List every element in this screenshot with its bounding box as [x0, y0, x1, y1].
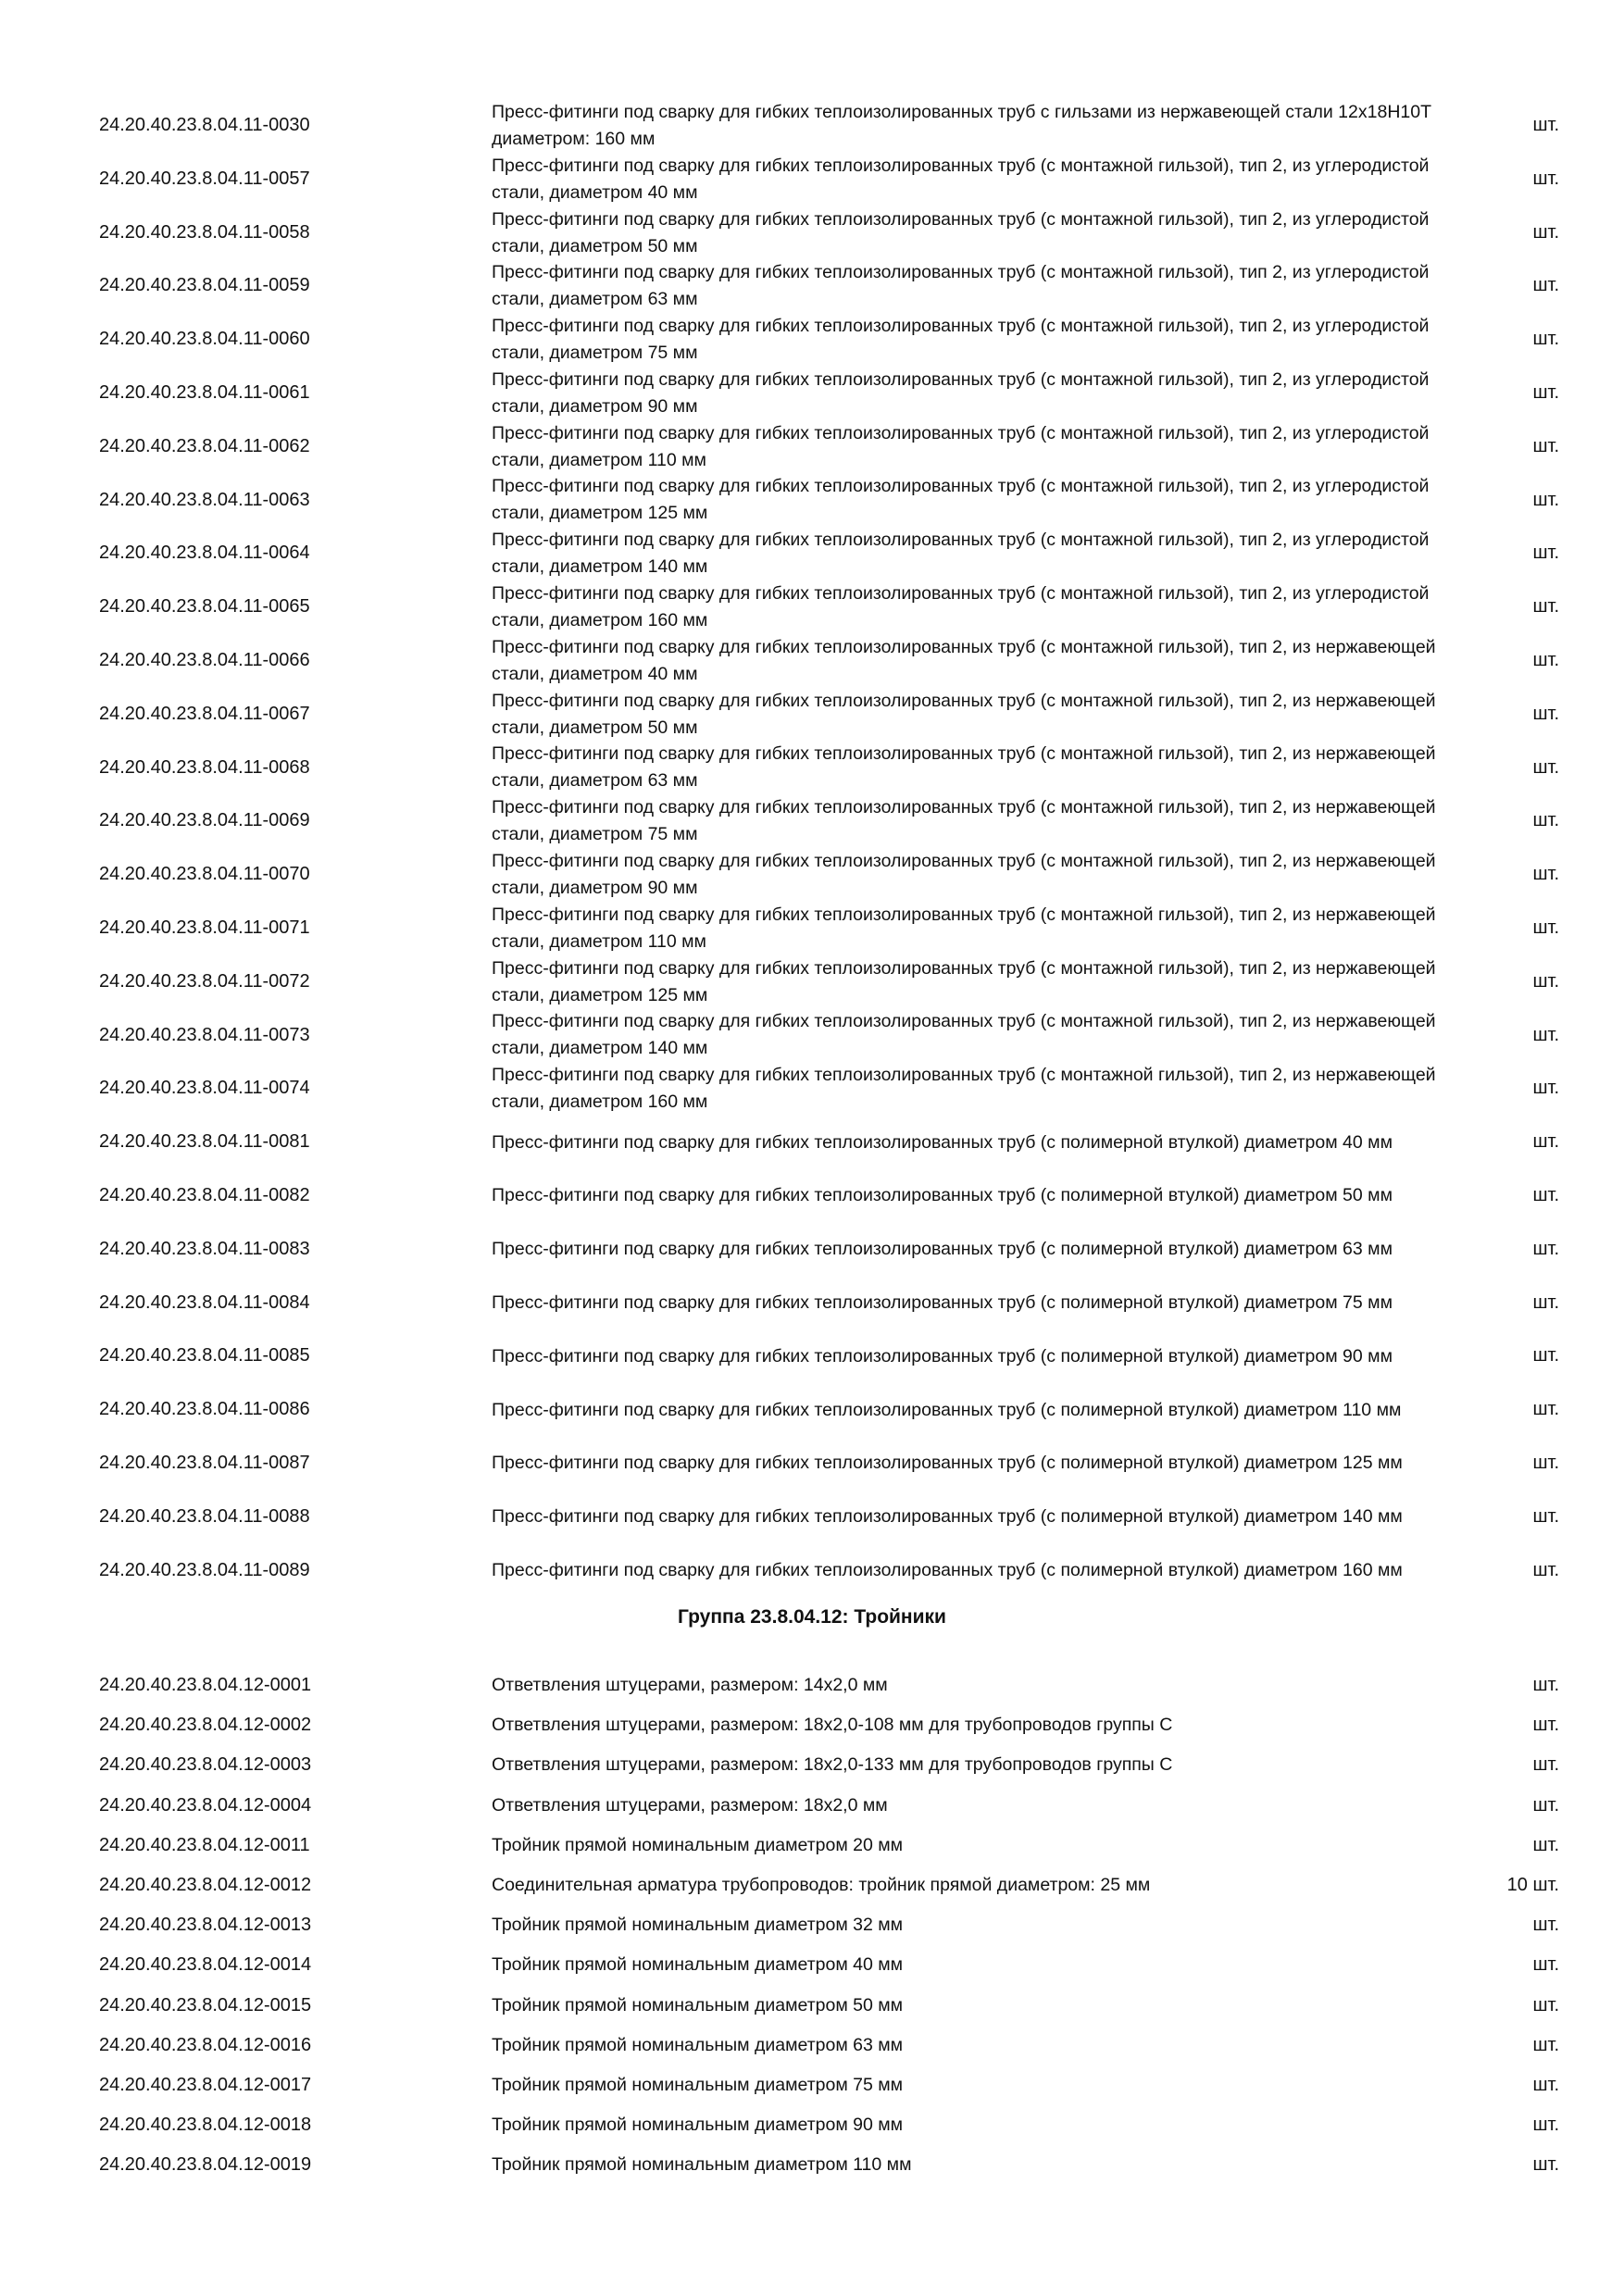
table-row	[0, 1009, 1624, 1063]
item-unit: шт.	[1532, 381, 1559, 403]
item-description: Пресс-фитинги под сварку для гибких теплоизолированных труб (с полимерной втулкой) диаметром 50 мм	[492, 1185, 1393, 1206]
item-code: 24.20.40.23.8.04.11-0074	[99, 1078, 310, 1099]
table-row	[0, 99, 1624, 153]
item-description: Пресс-фитинги под сварку для гибких теплоизолированных труб (с полимерной втулкой) диаметром 90 мм	[492, 1345, 1393, 1366]
item-unit: шт.	[1532, 489, 1559, 510]
table-row	[0, 1666, 1624, 1705]
item-code: 24.20.40.23.8.04.11-0065	[99, 596, 310, 618]
table-row	[0, 2145, 1624, 2185]
item-description: Пресс-фитинги под сварку для гибких теплоизолированных труб (с полимерной втулкой) диаметром 63 мм	[492, 1239, 1393, 1260]
item-code: 24.20.40.23.8.04.11-0071	[99, 917, 310, 938]
table-row	[0, 1491, 1624, 1544]
item-unit: шт.	[1532, 1715, 1559, 1736]
table-row	[0, 259, 1624, 313]
item-description: Пресс-фитинги под сварку для гибких теплоизолированных труб (с монтажной гильзой), тип 2, из углеродистой стали, диаметром 110 мм	[492, 422, 1430, 470]
item-description: Тройник прямой номинальным диаметром 50 мм	[492, 1994, 904, 2015]
item-unit: шт.	[1532, 864, 1559, 885]
item-unit: шт.	[1532, 2115, 1559, 2136]
item-unit: шт.	[1532, 2154, 1559, 2176]
item-description: Пресс-фитинги под сварку для гибких теплоизолированных труб (с монтажной гильзой), тип 2, из нержавеющей стали, диаметром 140 мм	[492, 1011, 1436, 1059]
table-row	[0, 1786, 1624, 1826]
item-unit: шт.	[1532, 168, 1559, 189]
item-description: Пресс-фитинги под сварку для гибких теплоизолированных труб (с монтажной гильзой), тип 2, из нержавеющей стали, диаметром 50 мм	[492, 690, 1436, 738]
item-code: 24.20.40.23.8.04.11-0088	[99, 1505, 310, 1527]
item-code: 24.20.40.23.8.04.11-0083	[99, 1238, 310, 1259]
item-description: Тройник прямой номинальным диаметром 32 мм	[492, 1915, 904, 1936]
item-unit: шт.	[1532, 2034, 1559, 2055]
item-description: Пресс-фитинги под сварку для гибких теплоизолированных труб (с монтажной гильзой), тип 2, из нержавеющей стали, диаметром 90 мм	[492, 851, 1436, 899]
item-unit: шт.	[1532, 649, 1559, 670]
item-unit: шт.	[1532, 917, 1559, 938]
item-unit: шт.	[1532, 1131, 1559, 1153]
item-description: Пресс-фитинги под сварку для гибких теплоизолированных труб (с монтажной гильзой), тип 2, из углеродистой стали, диаметром 50 мм	[492, 208, 1430, 256]
item-code: 24.20.40.23.8.04.11-0069	[99, 810, 310, 831]
item-code: 24.20.40.23.8.04.11-0064	[99, 543, 310, 564]
item-code: 24.20.40.23.8.04.12-0019	[99, 2154, 312, 2176]
fittings-table	[0, 99, 1624, 1597]
item-description: Пресс-фитинги под сварку для гибких теплоизолированных труб (с монтажной гильзой), тип 2, из нержавеющей стали, диаметром 110 мм	[492, 904, 1436, 952]
item-unit: шт.	[1532, 1834, 1559, 1855]
item-description: Пресс-фитинги под сварку для гибких теплоизолированных труб (с полимерной втулкой) диаметром 40 мм	[492, 1131, 1393, 1153]
item-unit: шт.	[1532, 810, 1559, 831]
item-description: Тройник прямой номинальным диаметром 110 мм	[492, 2154, 912, 2176]
item-code: 24.20.40.23.8.04.12-0003	[99, 1754, 312, 1776]
item-unit: шт.	[1532, 1399, 1559, 1420]
table-row	[0, 634, 1624, 688]
table-row	[0, 527, 1624, 580]
table-row	[0, 1986, 1624, 2026]
item-code: 24.20.40.23.8.04.11-0058	[99, 221, 310, 243]
table-row	[0, 1116, 1624, 1169]
item-description: Пресс-фитинги под сварку для гибких теплоизолированных труб с гильзами из нержавеющей стали 12х18Н10Т диаметром: 160 мм	[492, 101, 1431, 149]
item-code: 24.20.40.23.8.04.11-0061	[99, 381, 310, 403]
item-code: 24.20.40.23.8.04.11-0059	[99, 275, 310, 296]
table-row	[0, 1437, 1624, 1491]
table-row	[0, 1329, 1624, 1383]
item-description: Пресс-фитинги под сварку для гибких теплоизолированных труб (с монтажной гильзой), тип 2, из нержавеющей стали, диаметром 63 мм	[492, 743, 1436, 792]
table-row	[0, 2065, 1624, 2105]
item-description: Тройник прямой номинальным диаметром 90 мм	[492, 2115, 904, 2136]
item-description: Пресс-фитинги под сварку для гибких теплоизолированных труб (с монтажной гильзой), тип 2, из углеродистой стали, диаметром 125 мм	[492, 476, 1430, 524]
group-heading: Группа 23.8.04.12: Тройники	[678, 1606, 946, 1628]
item-unit: шт.	[1532, 221, 1559, 243]
item-code: 24.20.40.23.8.04.12-0013	[99, 1915, 312, 1936]
table-row	[0, 1383, 1624, 1437]
table-row	[0, 2105, 1624, 2145]
table-row	[0, 206, 1624, 260]
table-row	[0, 1223, 1624, 1277]
item-unit: шт.	[1532, 1675, 1559, 1695]
item-code: 24.20.40.23.8.04.11-0057	[99, 168, 310, 189]
item-unit: шт.	[1532, 543, 1559, 564]
item-description: Пресс-фитинги под сварку для гибких теплоизолированных труб (с монтажной гильзой), тип 2, из углеродистой стали, диаметром 160 мм	[492, 583, 1430, 631]
table-row	[0, 367, 1624, 420]
item-code: 24.20.40.23.8.04.11-0068	[99, 756, 310, 778]
item-description: Пресс-фитинги под сварку для гибких теплоизолированных труб (с монтажной гильзой), тип 2, из углеродистой стали, диаметром 90 мм	[492, 368, 1430, 417]
item-code: 24.20.40.23.8.04.11-0067	[99, 703, 310, 724]
table-row	[0, 580, 1624, 634]
item-code: 24.20.40.23.8.04.12-0014	[99, 1954, 312, 1976]
item-code: 24.20.40.23.8.04.11-0081	[99, 1131, 310, 1153]
table-row	[0, 420, 1624, 474]
item-description: Пресс-фитинги под сварку для гибких теплоизолированных труб (с монтажной гильзой), тип 2, из углеродистой стали, диаметром 63 мм	[492, 262, 1430, 310]
item-unit: шт.	[1532, 703, 1559, 724]
item-description: Тройник прямой номинальным диаметром 40 мм	[492, 1954, 904, 1976]
table-row	[0, 313, 1624, 367]
item-code: 24.20.40.23.8.04.11-0089	[99, 1559, 310, 1580]
item-description: Ответвления штуцерами, размером: 18х2,0 мм	[492, 1794, 888, 1816]
item-unit: 10 шт.	[1506, 1874, 1559, 1895]
table-row	[0, 1169, 1624, 1223]
item-description: Пресс-фитинги под сварку для гибких теплоизолированных труб (с монтажной гильзой), тип 2, из нержавеющей стали, диаметром 125 мм	[492, 957, 1436, 1005]
item-description: Ответвления штуцерами, размером: 18х2,0-133 мм для трубопроводов группы С	[492, 1754, 1173, 1776]
item-unit: шт.	[1532, 1954, 1559, 1976]
item-description: Пресс-фитинги под сварку для гибких теплоизолированных труб (с полимерной втулкой) диаметром 125 мм	[492, 1453, 1403, 1474]
item-code: 24.20.40.23.8.04.11-0086	[99, 1399, 310, 1420]
item-unit: шт.	[1532, 1184, 1559, 1205]
item-code: 24.20.40.23.8.04.11-0084	[99, 1292, 310, 1313]
item-description: Пресс-фитинги под сварку для гибких теплоизолированных труб (с монтажной гильзой), тип 2, из нержавеющей стали, диаметром 160 мм	[492, 1065, 1436, 1113]
item-description: Пресс-фитинги под сварку для гибких теплоизолированных труб (с монтажной гильзой), тип 2, из углеродистой стали, диаметром 40 мм	[492, 155, 1430, 203]
item-code: 24.20.40.23.8.04.11-0066	[99, 649, 310, 670]
item-code: 24.20.40.23.8.04.11-0082	[99, 1184, 310, 1205]
table-row	[0, 1745, 1624, 1785]
item-unit: шт.	[1532, 435, 1559, 456]
item-description: Ответвления штуцерами, размером: 14х2,0 мм	[492, 1675, 888, 1696]
item-unit: шт.	[1532, 1292, 1559, 1313]
table-row	[0, 1544, 1624, 1598]
table-row	[0, 1705, 1624, 1745]
item-unit: шт.	[1532, 1452, 1559, 1473]
item-code: 24.20.40.23.8.04.12-0004	[99, 1794, 312, 1816]
item-code: 24.20.40.23.8.04.11-0070	[99, 864, 310, 885]
item-description: Пресс-фитинги под сварку для гибких теплоизолированных труб (с монтажной гильзой), тип 2, из нержавеющей стали, диаметром 40 мм	[492, 636, 1436, 684]
table-row	[0, 848, 1624, 902]
table-row	[0, 1826, 1624, 1866]
item-unit: шт.	[1532, 1754, 1559, 1776]
table-row	[0, 688, 1624, 742]
item-description: Пресс-фитинги под сварку для гибких теплоизолированных труб (с полимерной втулкой) диаметром 160 мм	[492, 1559, 1403, 1580]
item-code: 24.20.40.23.8.04.11-0073	[99, 1024, 310, 1045]
item-unit: шт.	[1532, 1559, 1559, 1580]
item-unit: шт.	[1532, 1238, 1559, 1259]
item-unit: шт.	[1532, 1915, 1559, 1936]
item-description: Пресс-фитинги под сварку для гибких теплоизолированных труб (с полимерной втулкой) диаметром 140 мм	[492, 1506, 1403, 1528]
item-code: 24.20.40.23.8.04.12-0017	[99, 2074, 312, 2095]
item-unit: шт.	[1532, 275, 1559, 296]
item-description: Пресс-фитинги под сварку для гибких теплоизолированных труб (с полимерной втулкой) диаметром 75 мм	[492, 1292, 1393, 1313]
item-unit: шт.	[1532, 2074, 1559, 2095]
item-description: Ответвления штуцерами, размером: 18х2,0-108 мм для трубопроводов группы С	[492, 1715, 1173, 1736]
item-description: Соединительная арматура трубопроводов: тройник прямой диаметром: 25 мм	[492, 1875, 1151, 1896]
item-unit: шт.	[1532, 1505, 1559, 1527]
item-unit: шт.	[1532, 596, 1559, 618]
item-unit: шт.	[1532, 115, 1559, 135]
item-unit: шт.	[1532, 1794, 1559, 1816]
table-row	[0, 1062, 1624, 1116]
item-unit: шт.	[1532, 329, 1559, 350]
item-unit: шт.	[1532, 1024, 1559, 1045]
item-description: Пресс-фитинги под сварку для гибких теплоизолированных труб (с монтажной гильзой), тип 2, из нержавеющей стали, диаметром 75 мм	[492, 797, 1436, 845]
item-unit: шт.	[1532, 970, 1559, 992]
item-description: Пресс-фитинги под сварку для гибких теплоизолированных труб (с монтажной гильзой), тип 2, из углеродистой стали, диаметром 140 мм	[492, 530, 1430, 578]
table-row	[0, 1905, 1624, 1945]
table-row	[0, 794, 1624, 848]
item-code: 24.20.40.23.8.04.12-0012	[99, 1874, 312, 1895]
item-unit: шт.	[1532, 1345, 1559, 1366]
table-row	[0, 2026, 1624, 2065]
item-code: 24.20.40.23.8.04.12-0011	[99, 1834, 310, 1855]
table-row	[0, 474, 1624, 528]
item-code: 24.20.40.23.8.04.12-0016	[99, 2034, 312, 2055]
item-description: Пресс-фитинги под сварку для гибких теплоизолированных труб (с полимерной втулкой) диаметром 110 мм	[492, 1399, 1402, 1420]
item-code: 24.20.40.23.8.04.12-0001	[99, 1675, 312, 1695]
item-unit: шт.	[1532, 1994, 1559, 2015]
item-unit: шт.	[1532, 1078, 1559, 1099]
item-description: Тройник прямой номинальным диаметром 20 мм	[492, 1834, 904, 1855]
table-row	[0, 153, 1624, 206]
table-row	[0, 1945, 1624, 1985]
table-row	[0, 955, 1624, 1009]
item-code: 24.20.40.23.8.04.11-0063	[99, 489, 310, 510]
item-code: 24.20.40.23.8.04.11-0087	[99, 1452, 310, 1473]
item-description: Тройник прямой номинальным диаметром 75 мм	[492, 2074, 904, 2095]
table-row	[0, 742, 1624, 795]
table-row	[0, 1277, 1624, 1330]
item-description: Пресс-фитинги под сварку для гибких теплоизолированных труб (с монтажной гильзой), тип 2, из углеродистой стали, диаметром 75 мм	[492, 316, 1430, 364]
item-code: 24.20.40.23.8.04.11-0062	[99, 435, 310, 456]
item-code: 24.20.40.23.8.04.11-0060	[99, 329, 310, 350]
item-code: 24.20.40.23.8.04.12-0002	[99, 1715, 312, 1736]
item-unit: шт.	[1532, 756, 1559, 778]
table-row	[0, 1866, 1624, 1905]
tees-table	[0, 1666, 1624, 2185]
item-code: 24.20.40.23.8.04.12-0018	[99, 2115, 312, 2136]
item-code: 24.20.40.23.8.04.11-0030	[99, 115, 310, 135]
item-code: 24.20.40.23.8.04.11-0085	[99, 1345, 310, 1366]
item-description: Тройник прямой номинальным диаметром 63 мм	[492, 2034, 904, 2055]
item-code: 24.20.40.23.8.04.11-0072	[99, 970, 310, 992]
table-row	[0, 902, 1624, 955]
item-code: 24.20.40.23.8.04.12-0015	[99, 1994, 312, 2015]
